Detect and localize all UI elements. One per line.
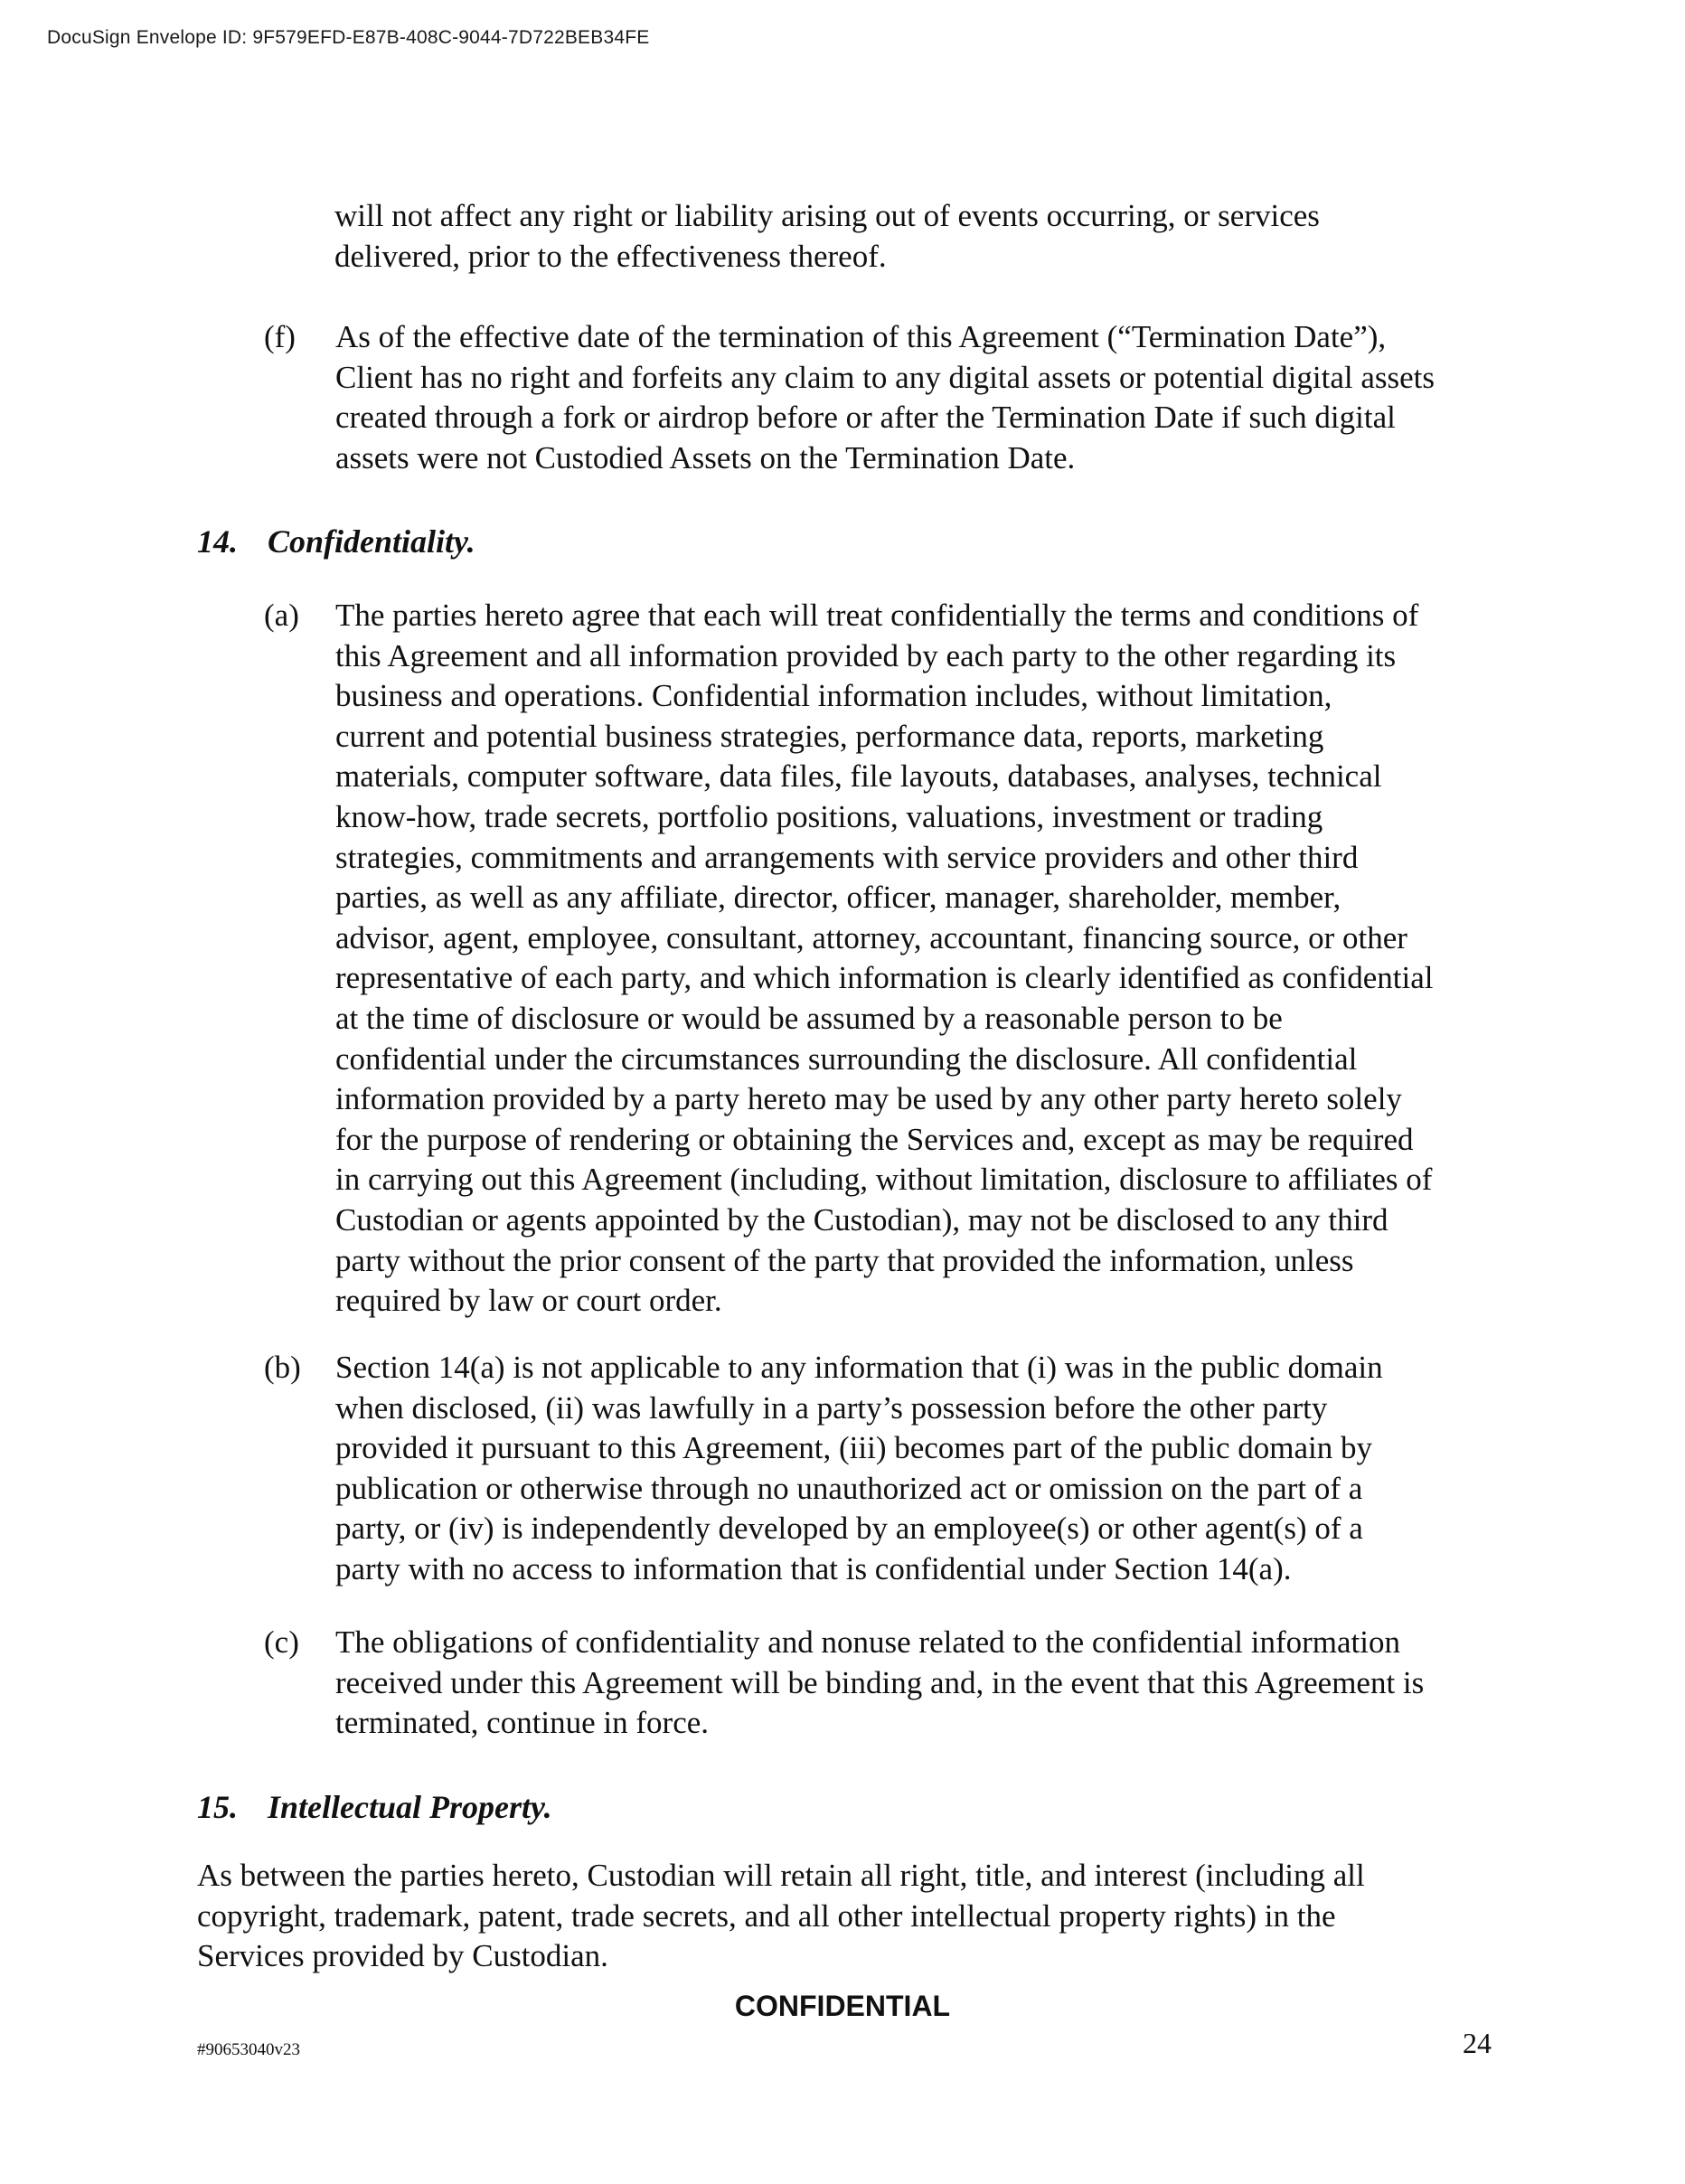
text-line: party without the prior consent of the party that provided the information, unless: [335, 1242, 1354, 1278]
text-line: this Agreement and all information provided by each party to the other regarding its: [335, 637, 1397, 673]
section-number: 15.: [197, 1789, 238, 1825]
document-id: #90653040v23: [197, 2040, 300, 2059]
text-line: advisor, agent, employee, consultant, attorney, accountant, financing source, or other: [335, 919, 1407, 956]
text-line: party, or (iv) is independently developed by an employee(s) or other agent(s) of a: [335, 1511, 1363, 1547]
text-line: The obligations of confidentiality and nonuse related to the confidential information: [335, 1624, 1401, 1660]
continuation-paragraph: [334, 196, 1510, 277]
clause-body: [335, 317, 1511, 478]
clause-body: [335, 596, 1511, 1322]
text-line: As of the effective date of the termination of this Agreement (“Termination Date”),: [335, 319, 1387, 354]
text-line: assets were not Custodied Assets on the Termination Date.: [335, 439, 1076, 475]
text-line: delivered, prior to the effectiveness thereof.: [334, 238, 887, 274]
text-line: current and potential business strategies, performance data, reports, marketing: [335, 718, 1324, 754]
text-line: terminated, continue in force.: [335, 1705, 710, 1741]
clause-label: (f): [264, 319, 296, 354]
text-line: when disclosed, (ii) was lawfully in a party’s possession before the other party: [335, 1389, 1328, 1426]
clause-label: (c): [264, 1624, 299, 1660]
page-number: 24: [1463, 2027, 1492, 2059]
text-line: required by law or court order.: [335, 1283, 722, 1319]
text-line: information provided by a party hereto may be used by any other party hereto solely: [335, 1081, 1402, 1117]
docusign-envelope-id: DocuSign Envelope ID: 9F579EFD-E87B-408C-9044-7D722BEB34FE: [47, 27, 650, 48]
clause-label: (a): [264, 598, 299, 633]
text-line: Section 14(a) is not applicable to any information that (i) was in the public domain: [335, 1350, 1383, 1385]
text-line: created through a fork or airdrop before or after the Termination Date if such digital: [335, 400, 1396, 436]
text-line: copyright, trademark, patent, trade secrets, and all other intellectual property rights) in the: [197, 1897, 1336, 1934]
text-line: in carrying out this Agreement (including, without limitation, disclosure to affiliates of: [335, 1162, 1433, 1198]
text-line: will not affect any right or liability arising out of events occurring, or services: [334, 198, 1320, 233]
text-line: party with no access to information that is confidential under Section 14(a).: [335, 1550, 1292, 1586]
section-14-heading: [197, 522, 475, 561]
text-line: As between the parties hereto, Custodian will retain all right, title, and interest (including all: [197, 1858, 1365, 1893]
text-line: provided it pursuant to this Agreement, (iii) becomes part of the public domain by: [335, 1430, 1372, 1466]
confidential-footer: CONFIDENTIAL: [734, 1990, 951, 2022]
text-line: representative of each party, and which information is clearly identified as confidential: [335, 960, 1434, 996]
clause-label: (b): [264, 1350, 301, 1385]
section-15-heading: [197, 1787, 552, 1827]
text-line: know-how, trade secrets, portfolio positions, valuations, investment or trading: [335, 798, 1323, 834]
text-line: The parties hereto agree that each will treat confidentially the terms and conditions of: [335, 598, 1419, 633]
section-title: Intellectual Property.: [268, 1789, 552, 1825]
text-line: for the purpose of rendering or obtaining the Services and, except as may be required: [335, 1121, 1414, 1157]
text-line: Services provided by Custodian.: [197, 1938, 608, 1974]
text-line: at the time of disclosure or would be assumed by a reasonable person to be: [335, 1000, 1283, 1036]
text-line: parties, as well as any affiliate, director, officer, manager, shareholder, member,: [335, 880, 1341, 916]
text-line: Custodian or agents appointed by the Custodian), may not be disclosed to any third: [335, 1201, 1388, 1238]
clause-body: [335, 1623, 1511, 1744]
clause-body: [335, 1348, 1511, 1590]
text-line: Client has no right and forfeits any claim to any digital assets or potential digital assets: [335, 359, 1435, 395]
text-line: strategies, commitments and arrangements with service providers and other third: [335, 839, 1359, 875]
text-line: received under this Agreement will be binding and, in the event that this Agreement is: [335, 1664, 1425, 1700]
text-line: confidential under the circumstances surrounding the disclosure. All confidential: [335, 1040, 1358, 1077]
section-title: Confidentiality.: [268, 523, 475, 560]
section-15-paragraph: [197, 1856, 1508, 1977]
text-line: materials, computer software, data files, file layouts, databases, analyses, technical: [335, 758, 1382, 795]
text-line: business and operations. Confidential information includes, without limitation,: [335, 678, 1332, 714]
text-line: publication or otherwise through no unauthorized act or omission on the part of a: [335, 1470, 1363, 1506]
section-number: 14.: [197, 523, 238, 560]
